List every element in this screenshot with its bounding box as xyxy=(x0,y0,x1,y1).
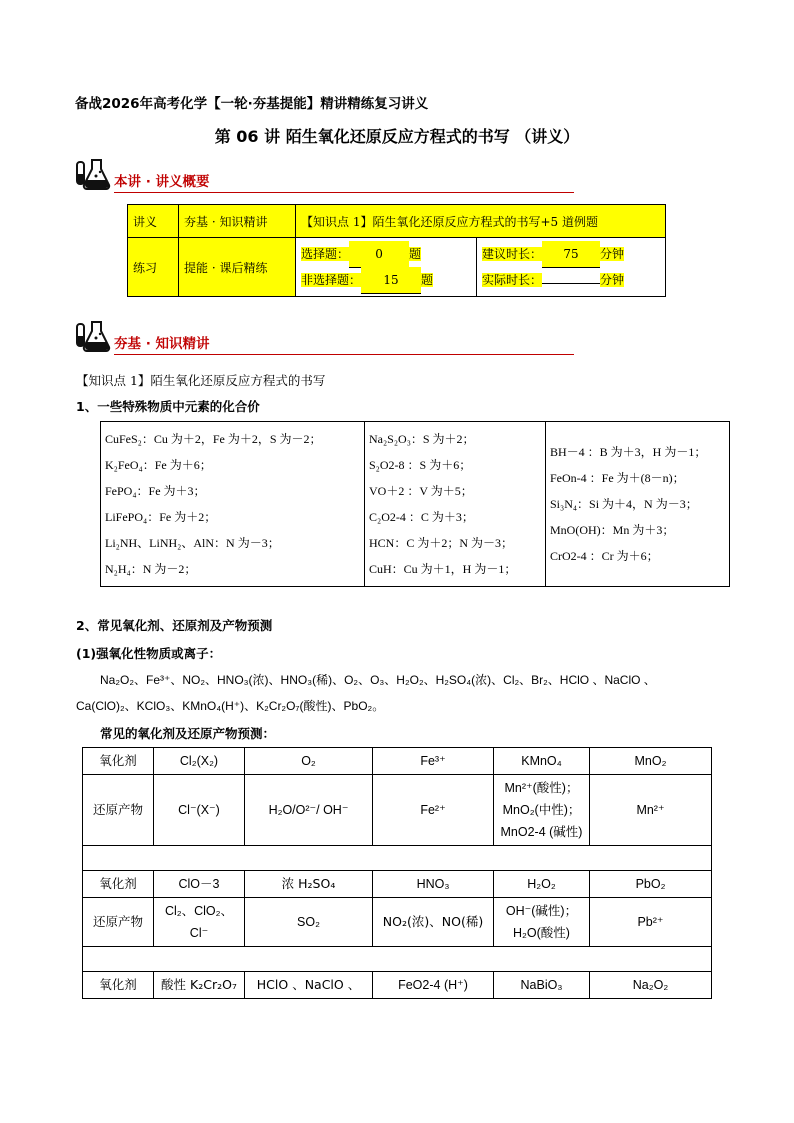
table-row xyxy=(83,972,712,999)
suggest-minutes: 75 xyxy=(542,241,600,268)
section-overview-label: 本讲 · 讲义概要 xyxy=(114,174,210,190)
valence-entry: Li₂NH、LiNH₂、AlN：N 为－3； xyxy=(105,536,280,550)
valence-entry: FePO₄：Fe 为＋3； xyxy=(105,484,206,498)
choice-count: 0 xyxy=(349,241,409,268)
actual-minutes[interactable] xyxy=(542,283,600,284)
valence-entry: Si₃N₄：Si 为＋4，N 为－3； xyxy=(550,497,698,511)
table-cell: 氧化剂 xyxy=(83,748,154,775)
actual-unit: 分钟 xyxy=(600,273,625,287)
table-spacer-row xyxy=(83,846,712,871)
knowledge-point-title: 【知识点 1】陌生氧化还原反应方程式的书写 xyxy=(76,373,326,388)
h2o2-product-acid: H₂O(酸性) xyxy=(513,926,570,940)
valence-entry: BH－4 ：B 为＋3，H 为－1； xyxy=(550,445,707,459)
section-divider xyxy=(114,354,574,355)
table-cell: 浓 H₂SO₄ xyxy=(245,871,373,898)
table-cell: NaBiO₃ xyxy=(494,972,590,999)
table-cell: NO₂(浓)、NO(稀) xyxy=(373,898,494,947)
table-row xyxy=(83,748,712,775)
oxidizer-table-caption: 常见的氧化剂及还原产物预测： xyxy=(100,726,276,741)
h2o2-product-basic: OH⁻(碱性)； xyxy=(505,904,578,918)
section-overview-heading xyxy=(74,156,574,196)
valence-entry: CrO2-4 ：Cr 为＋6； xyxy=(550,549,659,563)
table-cell xyxy=(494,775,590,846)
table-cell: Fe³⁺ xyxy=(373,748,494,775)
nonchoice-label: 非选择题： xyxy=(301,273,362,287)
valence-entry: MnO(OH)：Mn 为＋3； xyxy=(550,523,675,537)
overview-cell: 讲义 xyxy=(128,205,179,238)
lecture-title: 第 06 讲 陌生氧化还原反应方程式的书写 （讲义） xyxy=(214,127,580,146)
section-divider xyxy=(114,192,574,193)
lab-flask-icon xyxy=(74,156,112,192)
oxidizer-list-line-1: Na₂O₂、Fe³⁺、NO₂、HNO₃(浓)、HNO₃(稀)、O₂、O₃、H₂O₂、H₂SO₄(浓)、Cl₂、Br₂、HClO 、NaClO 、 xyxy=(100,673,656,687)
oxidizer-product-table xyxy=(82,747,712,999)
table-cell: 还原产物 xyxy=(83,898,154,947)
suggest-label: 建议时长： xyxy=(482,247,543,261)
table-cell xyxy=(154,898,245,947)
table-cell: 氧化剂 xyxy=(83,871,154,898)
nonchoice-unit: 题 xyxy=(421,273,434,287)
table-cell: ClO－3 xyxy=(154,871,245,898)
valence-column-1 xyxy=(101,422,365,587)
subheading-strong-oxidizers: (1)强氧化性物质或离子： xyxy=(76,646,222,661)
valence-entry: LiFePO₄：Fe 为＋2； xyxy=(105,510,217,524)
section-knowledge-heading xyxy=(74,318,574,358)
table-cell: H₂O/O²⁻/ OH⁻ xyxy=(245,775,373,846)
lab-flask-icon xyxy=(74,318,112,354)
suggest-unit: 分钟 xyxy=(600,247,625,261)
overview-cell: 夯基 · 知识精讲 xyxy=(179,205,296,238)
actual-label: 实际时长： xyxy=(482,273,543,287)
valence-entry: VO＋2 ：V 为＋5； xyxy=(369,484,473,498)
subheading-valence: 1、一些特殊物质中元素的化合价 xyxy=(76,399,260,414)
table-cell xyxy=(83,846,712,871)
table-row xyxy=(83,871,712,898)
chlorate-product-2: Cl⁻ xyxy=(189,926,209,940)
nonchoice-count: 15 xyxy=(361,267,421,294)
valence-table xyxy=(100,421,730,587)
subheading-oxidizers: 2、常见氧化剂、还原剂及产物预测 xyxy=(76,618,273,633)
table-cell: PbO₂ xyxy=(590,871,712,898)
valence-entry: S₂O2-8 ：S 为＋6； xyxy=(369,458,472,472)
section-knowledge-label: 夯基 · 知识精讲 xyxy=(114,336,210,352)
kmno4-product-basic: MnO2-4 (碱性) xyxy=(500,825,583,839)
table-cell: HNO₃ xyxy=(373,871,494,898)
choice-label: 选择题： xyxy=(301,247,350,261)
table-cell: Cl₂(X₂) xyxy=(154,748,245,775)
table-cell: 氧化剂 xyxy=(83,972,154,999)
valence-entry: CuH：Cu 为＋1，H 为－1； xyxy=(369,562,517,576)
table-cell: MnO₂ xyxy=(590,748,712,775)
chlorate-product-1: Cl₂、ClO₂、 xyxy=(164,904,234,918)
oxidizer-list-line-2: Ca(ClO)₂、KClO₃、KMnO₄(H⁺)、K₂Cr₂O₇(酸性)、PbO₂。 xyxy=(76,699,385,713)
table-cell xyxy=(494,898,590,947)
valence-entry: Na₂S₂O₃：S 为＋2； xyxy=(369,432,475,446)
kmno4-product-acid: Mn²⁺(酸性)； xyxy=(504,781,579,795)
table-cell xyxy=(83,947,712,972)
overview-cell: 练习 xyxy=(128,238,179,297)
table-cell: Fe²⁺ xyxy=(373,775,494,846)
valence-entry: K₂FeO₄：Fe 为＋6； xyxy=(105,458,212,472)
table-cell: Mn²⁺ xyxy=(590,775,712,846)
table-cell: Cl⁻(X⁻) xyxy=(154,775,245,846)
table-cell: HClO 、NaClO 、 xyxy=(245,972,373,999)
valence-column-2 xyxy=(365,422,546,587)
kmno4-product-neutral: MnO₂(中性)； xyxy=(502,803,581,817)
table-row xyxy=(83,775,712,846)
table-cell: Na₂O₂ xyxy=(590,972,712,999)
choice-unit: 题 xyxy=(409,247,422,261)
table-cell: Pb²⁺ xyxy=(590,898,712,947)
duration-cell xyxy=(477,238,666,297)
table-row xyxy=(83,898,712,947)
document-series-title: 备战2026年高考化学【一轮·夯基提能】精讲精练复习讲义 xyxy=(75,96,429,112)
valence-entry: FeOn-4 ：Fe 为＋(8－n)； xyxy=(550,471,685,485)
valence-entry: HCN：C 为＋2；N 为－3； xyxy=(369,536,514,550)
table-spacer-row xyxy=(83,947,712,972)
valence-column-3 xyxy=(546,422,730,587)
table-row xyxy=(128,238,666,297)
overview-cell: 【知识点 1】陌生氧化还原反应方程式的书写+5 道例题 xyxy=(296,205,666,238)
table-cell: H₂O₂ xyxy=(494,871,590,898)
table-row xyxy=(101,422,730,587)
overview-table xyxy=(127,204,666,297)
question-count-cell xyxy=(296,238,477,297)
valence-entry: CuFeS₂：Cu 为＋2，Fe 为＋2，S 为－2； xyxy=(105,432,322,446)
table-row xyxy=(128,205,666,238)
overview-cell: 提能 · 课后精练 xyxy=(179,238,296,297)
valence-entry: N₂H₄：N 为－2； xyxy=(105,562,197,576)
table-cell: 酸性 K₂Cr₂O₇ xyxy=(154,972,245,999)
valence-entry: C₂O2-4 ：C 为＋3； xyxy=(369,510,474,524)
table-cell: SO₂ xyxy=(245,898,373,947)
table-cell: O₂ xyxy=(245,748,373,775)
table-cell: FeO2-4 (H⁺) xyxy=(373,972,494,999)
table-cell: 还原产物 xyxy=(83,775,154,846)
table-cell: KMnO₄ xyxy=(494,748,590,775)
